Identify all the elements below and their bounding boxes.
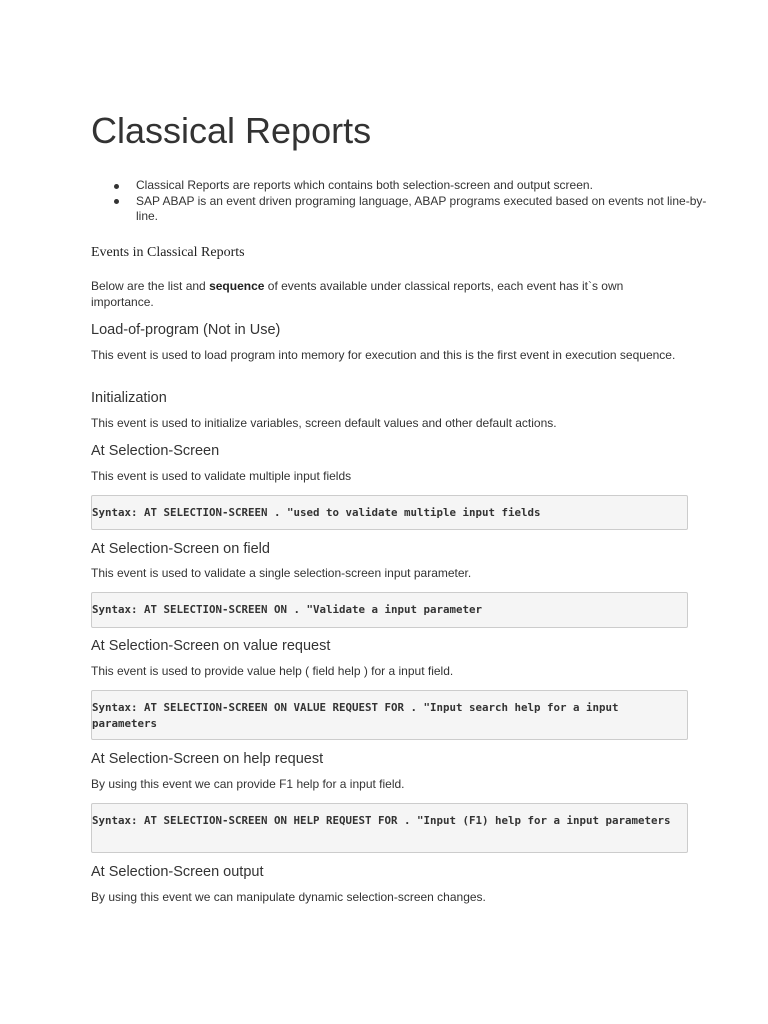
code-text: Syntax: AT SELECTION-SCREEN ON HELP REQUEST FOR . "Input (F1) help for a input parameters xyxy=(92,814,671,827)
section-text-on-value-request: This event is used to provide value help ( field help ) for a input field. xyxy=(91,664,454,678)
section-heading-on-value-request: At Selection-Screen on value request xyxy=(91,638,331,654)
bullet-item: SAP ABAP is an event driven programing language, ABAP programs executed based on events not line-by-line. xyxy=(136,194,726,225)
code-block-on-value-request xyxy=(91,690,688,740)
intro-paragraph xyxy=(91,279,688,310)
code-block-on-field xyxy=(91,592,688,628)
events-heading: Events in Classical Reports xyxy=(91,245,245,260)
bullet-item: Classical Reports are reports which contains both selection-screen and output screen. xyxy=(136,178,726,194)
section-text-at-selection-screen: This event is used to validate multiple input fields xyxy=(91,469,352,483)
intro-bold-word: sequence xyxy=(209,279,265,293)
section-heading-on-help-request: At Selection-Screen on help request xyxy=(91,751,324,767)
code-text: Syntax: AT SELECTION-SCREEN . "used to validate multiple input fields xyxy=(92,506,541,519)
section-text-initialization: This event is used to initialize variables, screen default values and other default actions. xyxy=(91,416,557,430)
section-text-output: By using this event we can manipulate dynamic selection-screen changes. xyxy=(91,890,486,904)
intro-text: Below are the list and xyxy=(91,279,210,293)
section-heading-initialization: Initialization xyxy=(91,390,167,406)
section-heading-output: At Selection-Screen output xyxy=(91,864,264,880)
intro-text-end: of events available under classical reports, each event has it`s own importance. xyxy=(91,279,624,309)
code-block-on-help-request xyxy=(91,803,688,853)
section-text-load-of-program: This event is used to load program into memory for execution and this is the first event in execution sequence. xyxy=(91,348,676,362)
code-text: Syntax: AT SELECTION-SCREEN ON . "Validate a input parameter xyxy=(92,603,483,616)
page-title: Classical Reports xyxy=(91,110,372,151)
section-heading-load-of-program: Load-of-program (Not in Use) xyxy=(91,322,281,338)
section-text-on-help-request: By using this event we can provide F1 help for a input field. xyxy=(91,777,405,791)
section-heading-at-selection-screen: At Selection-Screen xyxy=(91,443,220,459)
section-text-on-field: This event is used to validate a single selection-screen input parameter. xyxy=(91,566,472,580)
section-heading-on-field: At Selection-Screen on field xyxy=(91,541,270,557)
code-block-at-selection-screen xyxy=(91,495,688,530)
intro-bullet-list xyxy=(91,178,726,225)
code-text: Syntax: AT SELECTION-SCREEN ON VALUE REQUEST FOR . "Input search help for a input parameters xyxy=(92,701,626,730)
